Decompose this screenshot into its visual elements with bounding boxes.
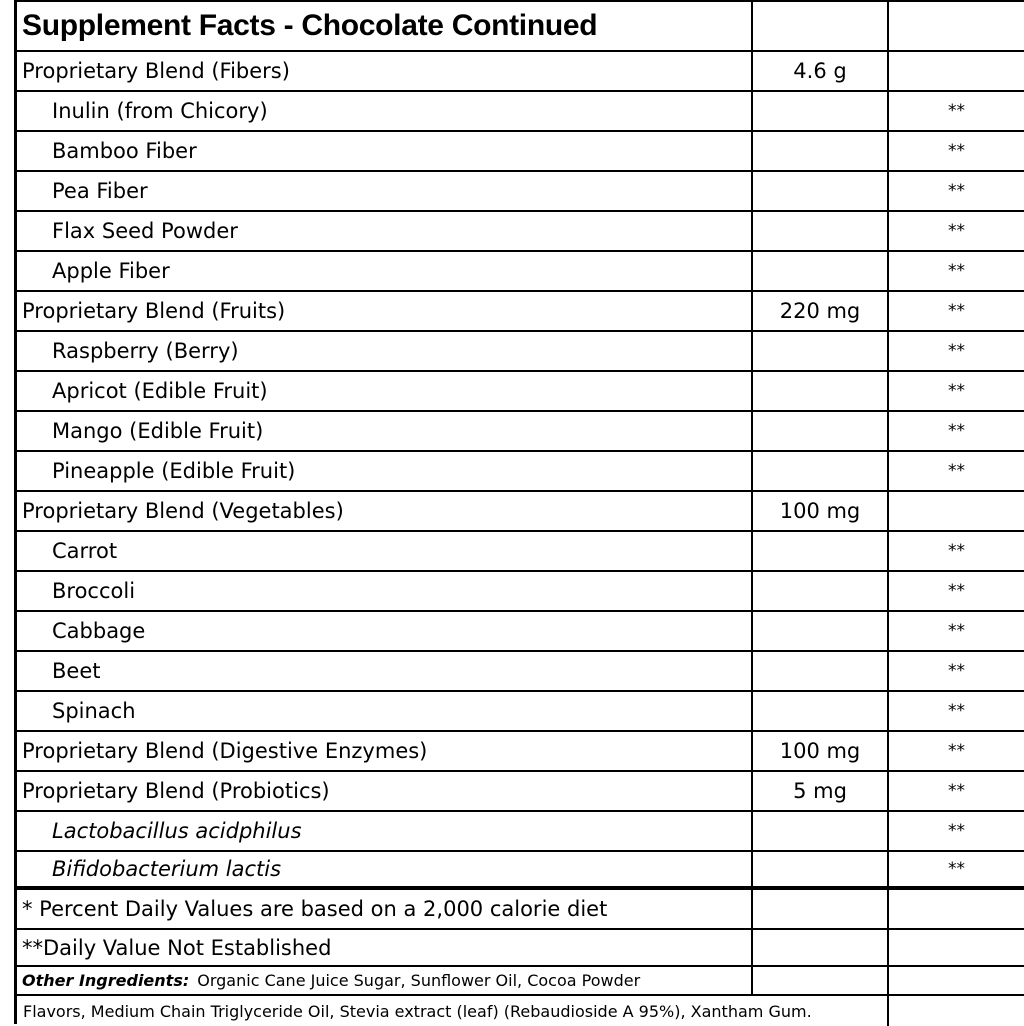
ingredient-name: Spinach [17, 692, 753, 730]
table-row [17, 372, 1024, 412]
table-row [17, 332, 1024, 372]
ingredient-name: Proprietary Blend (Fibers) [17, 52, 753, 90]
ingredient-daily-value: ** [948, 181, 965, 201]
percent-daily-value-note: * Percent Daily Values are based on a 2,000 calorie diet [17, 890, 753, 928]
ingredient-amount [753, 252, 889, 290]
ingredient-daily-value: ** [948, 261, 965, 281]
ingredient-amount [753, 652, 889, 690]
ingredient-amount [753, 532, 889, 570]
ingredient-amount [753, 852, 889, 886]
ingredient-daily-value: ** [948, 421, 965, 441]
ingredient-daily-value: ** [948, 701, 965, 721]
ingredient-daily-value: ** [948, 741, 965, 761]
ingredient-daily-value: ** [948, 581, 965, 601]
footnote-dv-cell [889, 967, 1024, 994]
other-ingredients-line1 [17, 967, 753, 994]
ingredient-amount: 100 mg [753, 492, 889, 530]
other-ingredients-row [17, 996, 1024, 1026]
ingredient-name: Proprietary Blend (Probiotics) [17, 772, 753, 810]
ingredient-name: Apple Fiber [17, 252, 753, 290]
ingredient-amount [753, 452, 889, 490]
ingredient-daily-value: ** [948, 101, 965, 121]
ingredient-name: Mango (Edible Fruit) [17, 412, 753, 450]
footnote-dv-cell [889, 996, 1024, 1026]
ingredient-name: Raspberry (Berry) [17, 332, 753, 370]
ingredient-daily-value: ** [948, 341, 965, 361]
footnote-dv-cell [889, 930, 1024, 965]
title-dv-cell [889, 2, 1024, 50]
ingredient-name: Pea Fiber [17, 172, 753, 210]
footnote-amount-cell [753, 967, 889, 994]
ingredient-name: Proprietary Blend (Vegetables) [17, 492, 753, 530]
table-row [17, 172, 1024, 212]
table-row [17, 292, 1024, 332]
ingredient-daily-value: ** [948, 621, 965, 641]
table-row [17, 92, 1024, 132]
table-row [17, 572, 1024, 612]
ingredient-amount [753, 692, 889, 730]
ingredient-daily-value: ** [948, 221, 965, 241]
ingredient-amount [753, 332, 889, 370]
ingredient-amount: 220 mg [753, 292, 889, 330]
ingredient-amount [753, 132, 889, 170]
footnote-row [17, 930, 1024, 967]
other-ingredients-row [17, 967, 1024, 996]
footnote-amount-cell [753, 890, 889, 928]
ingredient-amount: 5 mg [753, 772, 889, 810]
ingredient-name: Cabbage [17, 612, 753, 650]
ingredient-name: Bamboo Fiber [17, 132, 753, 170]
supplement-facts-label [14, 0, 1024, 1024]
other-ingredients-line2: Flavors, Medium Chain Triglyceride Oil, Stevia extract (leaf) (Rebaudioside A 95%), Xantham Gum. [17, 996, 889, 1026]
ingredient-name: Flax Seed Powder [17, 212, 753, 250]
table-row [17, 412, 1024, 452]
table-row [17, 612, 1024, 652]
ingredient-amount [753, 812, 889, 850]
ingredient-amount [753, 572, 889, 610]
table-row [17, 252, 1024, 292]
ingredient-daily-value: ** [948, 141, 965, 161]
table-row [17, 732, 1024, 772]
ingredient-daily-value: ** [948, 661, 965, 681]
ingredient-name: Carrot [17, 532, 753, 570]
ingredient-amount [753, 612, 889, 650]
table-row [17, 852, 1024, 890]
ingredient-daily-value: ** [948, 461, 965, 481]
table-row [17, 812, 1024, 852]
table-row [17, 492, 1024, 532]
table-row [17, 212, 1024, 252]
table-row [17, 652, 1024, 692]
ingredient-amount [753, 92, 889, 130]
footnote-row [17, 890, 1024, 930]
other-ingredients-text: Organic Cane Juice Sugar, Sunflower Oil, Cocoa Powder [197, 971, 641, 990]
footnote-dv-cell [889, 890, 1024, 928]
table-row [17, 52, 1024, 92]
daily-value-not-established-note: **Daily Value Not Established [17, 930, 753, 965]
label-title: Supplement Facts - Chocolate Continued [17, 2, 753, 50]
ingredient-name: Broccoli [17, 572, 753, 610]
ingredient-amount [753, 412, 889, 450]
ingredient-amount [753, 372, 889, 410]
ingredient-amount [753, 212, 889, 250]
ingredient-name: Apricot (Edible Fruit) [17, 372, 753, 410]
ingredient-name: Inulin (from Chicory) [17, 92, 753, 130]
title-amount-cell [753, 2, 889, 50]
table-row [17, 452, 1024, 492]
ingredient-daily-value [889, 492, 1024, 530]
ingredient-name: Lactobacillus acidphilus [17, 812, 753, 850]
table-row [17, 132, 1024, 172]
ingredient-amount [753, 172, 889, 210]
title-row [17, 2, 1024, 52]
ingredient-name: Pineapple (Edible Fruit) [17, 452, 753, 490]
footnote-amount-cell [753, 930, 889, 965]
ingredient-amount: 100 mg [753, 732, 889, 770]
table-row [17, 772, 1024, 812]
ingredient-daily-value: ** [948, 859, 965, 879]
table-row [17, 692, 1024, 732]
other-ingredients-label: Other Ingredients: [22, 971, 190, 990]
ingredient-daily-value: ** [948, 781, 965, 801]
ingredient-daily-value: ** [948, 301, 965, 321]
ingredient-name: Proprietary Blend (Fruits) [17, 292, 753, 330]
ingredient-name: Proprietary Blend (Digestive Enzymes) [17, 732, 753, 770]
ingredient-daily-value: ** [948, 821, 965, 841]
table-row [17, 532, 1024, 572]
ingredient-name: Bifidobacterium lactis [17, 852, 753, 886]
ingredient-amount: 4.6 g [753, 52, 889, 90]
ingredient-daily-value [889, 52, 1024, 90]
ingredient-daily-value: ** [948, 381, 965, 401]
ingredient-daily-value: ** [948, 541, 965, 561]
ingredient-name: Beet [17, 652, 753, 690]
